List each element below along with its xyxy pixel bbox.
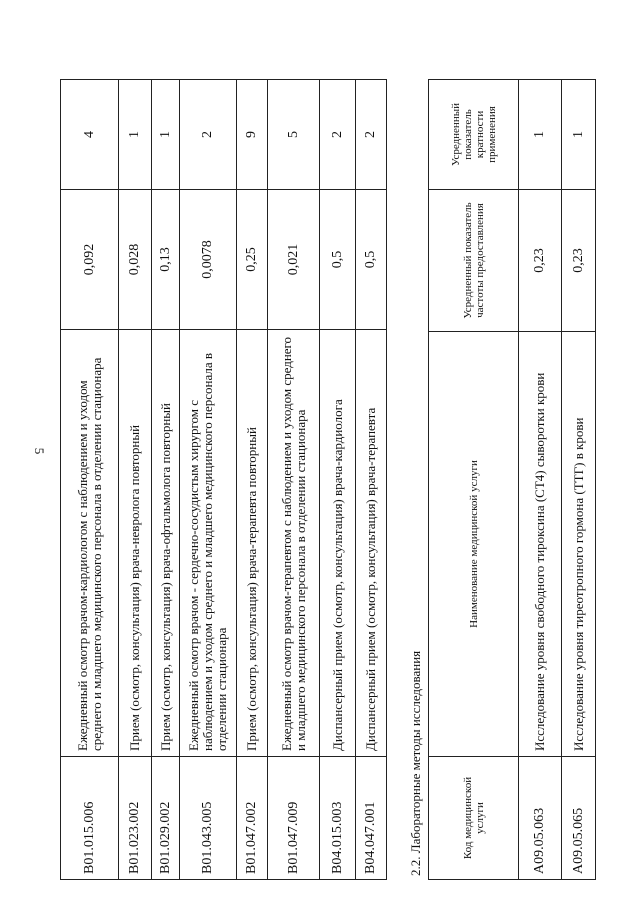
table-row xyxy=(320,80,356,880)
table-row xyxy=(180,80,237,880)
multiplicity-value: 2 xyxy=(320,80,356,190)
service-name: Исследование уровня свободного тироксина (СТ4) сыворотки крови xyxy=(519,332,562,757)
frequency-value: 0,028 xyxy=(119,190,152,330)
service-code: A09.05.065 xyxy=(562,757,596,880)
frequency-value: 0,25 xyxy=(237,190,268,330)
column-header-code: Код медицинской услуги xyxy=(429,757,519,880)
services-table-continued xyxy=(60,79,387,880)
table-row xyxy=(61,80,119,880)
service-name: Диспансерный прием (осмотр, консультация) врача-кардиолога xyxy=(320,330,356,757)
multiplicity-value: 4 xyxy=(61,80,119,190)
multiplicity-value: 2 xyxy=(356,80,387,190)
table-header-row xyxy=(429,80,519,880)
frequency-value: 0,092 xyxy=(61,190,119,330)
laboratory-methods-table xyxy=(428,79,596,880)
section-heading: 2.2. Лабораторные методы исследования xyxy=(408,650,423,876)
service-name: Диспансерный прием (осмотр, консультация) врача-терапевта xyxy=(356,330,387,757)
service-code: B04.047.001 xyxy=(356,757,387,880)
frequency-value: 0,23 xyxy=(562,190,596,332)
multiplicity-value: 1 xyxy=(152,80,180,190)
frequency-value: 0,23 xyxy=(519,190,562,332)
service-name: Прием (осмотр, консультация) врача-офтальмолога повторный xyxy=(152,330,180,757)
frequency-value: 0,13 xyxy=(152,190,180,330)
frequency-value: 0,5 xyxy=(356,190,387,330)
service-name: Исследование уровня тиреотропного гормона (ТТГ) в крови xyxy=(562,332,596,757)
table-row xyxy=(237,80,268,880)
table-row xyxy=(356,80,387,880)
service-name: Прием (осмотр, консультация) врача-невролога повторный xyxy=(119,330,152,757)
frequency-value: 0,021 xyxy=(268,190,320,330)
multiplicity-value: 1 xyxy=(562,80,596,190)
table-row xyxy=(562,80,596,880)
frequency-value: 0,0078 xyxy=(180,190,237,330)
multiplicity-value: 1 xyxy=(119,80,152,190)
rotated-document-body xyxy=(60,80,602,880)
table-row xyxy=(268,80,320,880)
table-row xyxy=(152,80,180,880)
frequency-value: 0,5 xyxy=(320,190,356,330)
service-name: Ежедневный осмотр врачом-кардиологом с наблюдением и уходом среднего и младшего медицинского персонала в отделении стационара xyxy=(61,330,119,757)
table-row xyxy=(119,80,152,880)
column-header-frequency: Усредненный показатель частоты предоставления xyxy=(429,190,519,332)
service-code: A09.05.063 xyxy=(519,757,562,880)
service-code: B01.043.005 xyxy=(180,757,237,880)
column-header-multiplicity: Усредненный показатель кратности применения xyxy=(429,80,519,190)
service-code: B04.015.003 xyxy=(320,757,356,880)
table-row xyxy=(519,80,562,880)
service-name: Ежедневный осмотр врачом - сердечно-сосудистым хирургом с наблюдением и уходом среднего и младшего медицинского персонала в отделении стационара xyxy=(180,330,237,757)
service-code: B01.047.009 xyxy=(268,757,320,880)
service-code: B01.047.002 xyxy=(237,757,268,880)
multiplicity-value: 1 xyxy=(519,80,562,190)
multiplicity-value: 9 xyxy=(237,80,268,190)
multiplicity-value: 2 xyxy=(180,80,237,190)
service-name: Прием (осмотр, консультация) врача-терапевта повторный xyxy=(237,330,268,757)
page-number: 5 xyxy=(32,447,47,455)
service-code: B01.023.002 xyxy=(119,757,152,880)
multiplicity-value: 5 xyxy=(268,80,320,190)
service-code: B01.015.006 xyxy=(61,757,119,880)
service-code: B01.029.002 xyxy=(152,757,180,880)
column-header-name: Наименование медицинской услуги xyxy=(429,332,519,757)
service-name: Ежедневный осмотр врачом-терапевтом с наблюдением и уходом среднего и младшего медицинского персонала в отделении стационара xyxy=(268,330,320,757)
